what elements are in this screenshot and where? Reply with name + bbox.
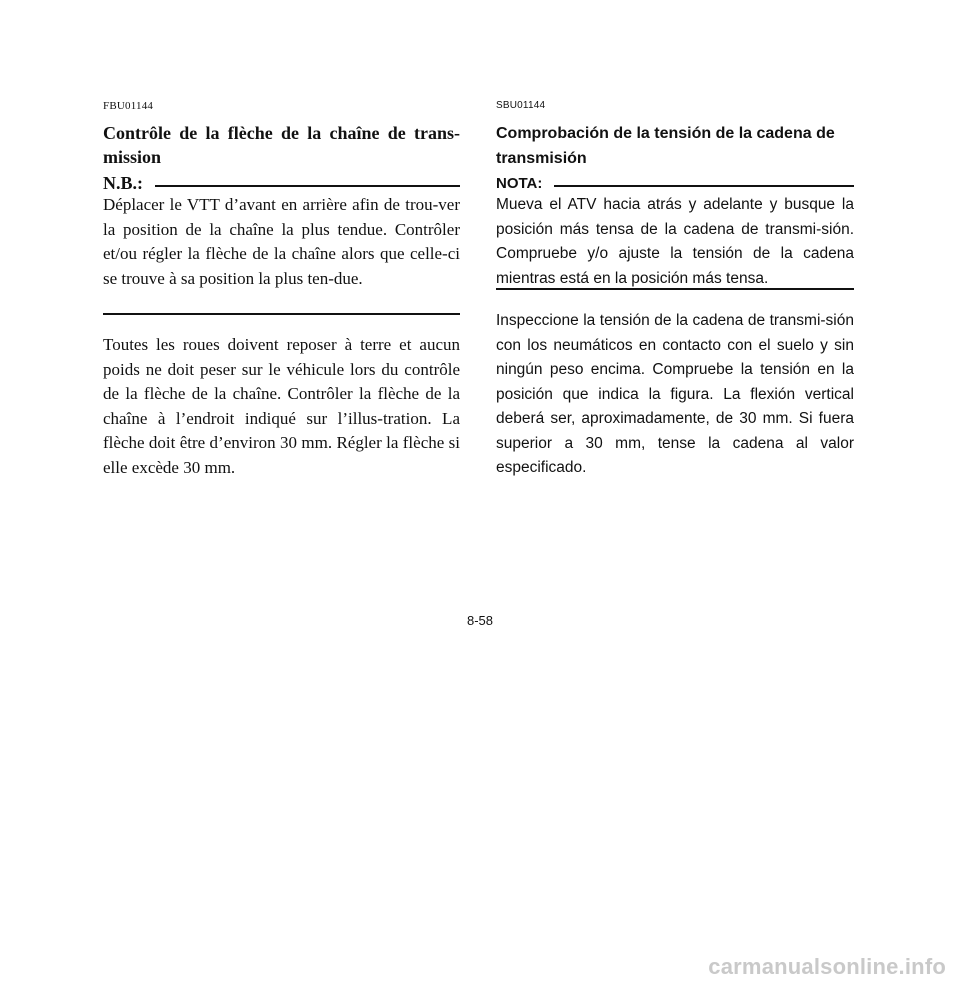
body-paragraph: Inspeccione la tensión de la cadena de transmi-sión con los neumáticos en contacto con el suelo y sin ningún peso encima. Compruebe la tensión en la posición que indica la figura. La flexión vertical deberá ser, aproximadamente, de 30 mm. Si fuera superior a 30 mm, tense la cadena al valor especificado. — [496, 312, 854, 476]
note-header — [496, 172, 854, 194]
note-text: Mueva el ATV hacia atrás y adelante y busque la posición más tensa de la cadena de transmi-sión. Compruebe y/o ajuste la tensión de la cadena mientras está en la posición más tensa. — [496, 196, 854, 287]
note-rule — [554, 185, 854, 187]
note-rule — [155, 185, 460, 187]
page-number: 8-58 — [466, 613, 494, 628]
watermark: carmanualsonline.info — [708, 954, 946, 979]
section-code: FBU01144 — [103, 100, 154, 112]
note-end-rule — [496, 288, 854, 290]
note-text: Déplacer le VTT d’avant en arrière afin de trou-ver la position de la chaîne la plus tendue. Contrôler et/ou régler la flèche de la chaîne alors que celle-ci se trouve à sa position la plus ten-due. — [103, 195, 460, 288]
note-label: NOTA: — [496, 174, 543, 192]
note-end-rule — [103, 313, 460, 315]
note-header — [103, 172, 460, 194]
note-label: N.B.: — [103, 172, 143, 193]
section-code: SBU01144 — [496, 100, 546, 111]
body-paragraph: Toutes les roues doivent reposer à terre et aucun poids ne doit peser sur le véhicule lors du contrôle de la flèche de la chaîne. Contrôler la flèche de la chaîne à l’endroit indiqué sur l’illus-tration. La flèche doit être d’environ 30 mm. Régler la flèche si elle excède 30 mm. — [103, 335, 460, 477]
section-title: Contrôle de la flèche de la chaîne de trans-mission — [103, 123, 460, 167]
section-title: Comprobación de la tensión de la cadena de transmisión — [496, 125, 835, 167]
